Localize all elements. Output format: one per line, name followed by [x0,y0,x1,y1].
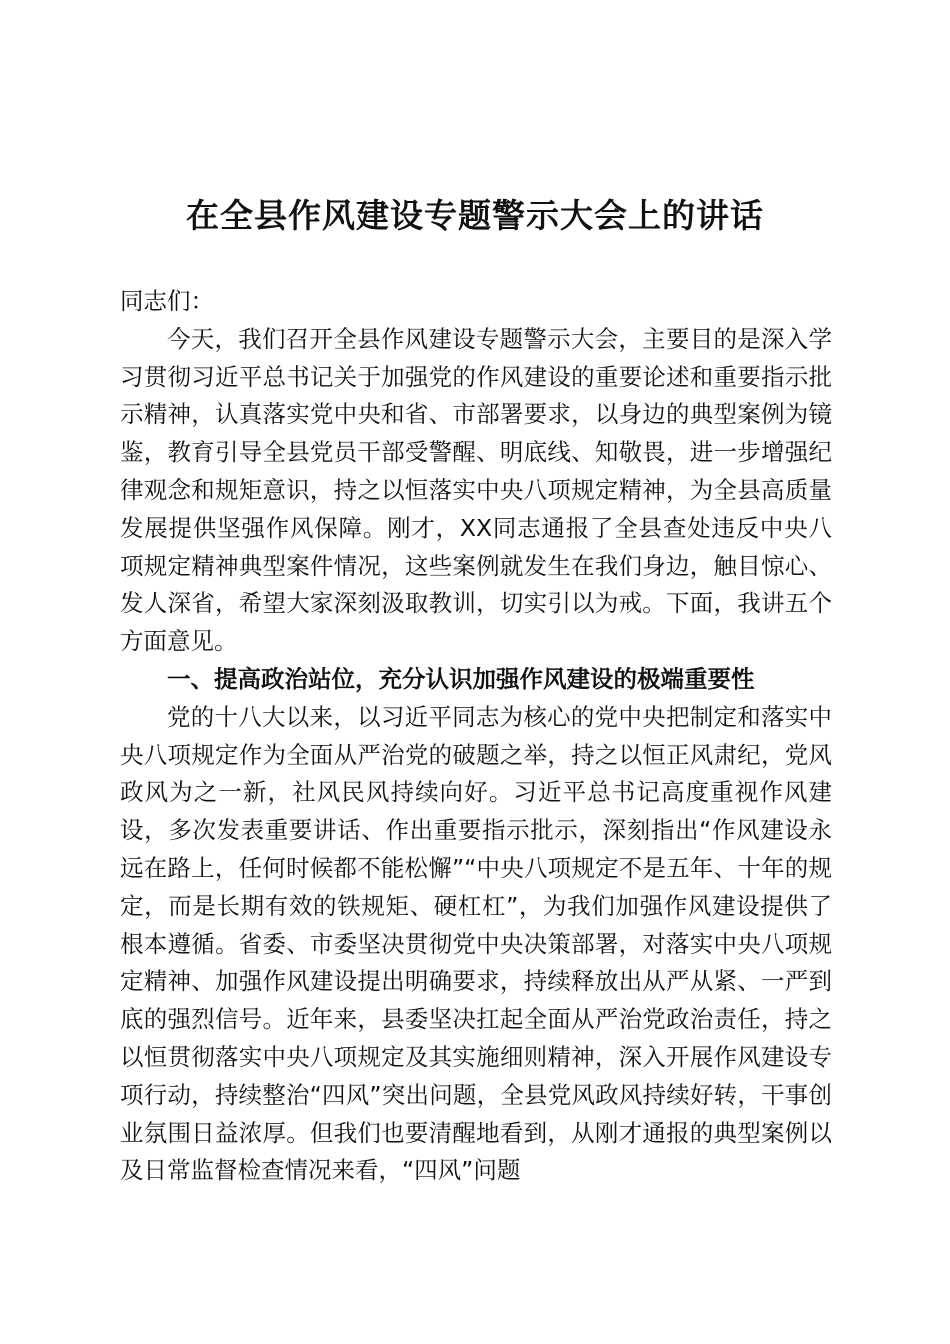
section-paragraph: 党的十八大以来，以习近平同志为核心的党中央把制定和落实中央八项规定作为全面从严治党的破题之举，持之以恒正风肃纪，党风政风为之一新，社风民风持续向好。习近平总书记高度重视作风建设，多次发表重要讲话、作出重要指示批示，深刻指出“作风建设永远在路上，任何时候都不能松懈”“中央八项规定不是五年、十年的规定，而是长期有效的铁规矩、硬杠杠”，为我们加强作风建设提供了根本遵循。省委、市委坚决贯彻党中央决策部署，对落实中央八项规定精神、加强作风建设提出明确要求，持续释放出从严从紧、一严到底的强烈信号。近年来，县委坚决扛起全面从严治党政治责任，持之以恒贯彻落实中央八项规定及其实施细则精神，深入开展作风建设专项行动，持续整治“四风”突出问题，全县党风政风持续好转，干事创业氛围日益浓厚。但我们也要清醒地看到，从刚才通报的典型案例以及日常监督检查情况来看，“四风”问题 [120,702,832,1185]
document-title: 在全县作风建设专题警示大会上的讲话 [186,196,764,235]
document-body [120,283,832,1190]
section-heading: 一、提高政治站位，充分认识加强作风建设的极端重要性 [167,664,755,693]
intro-paragraph: 今天，我们召开全县作风建设专题警示大会，主要目的是深入学习贯彻习近平总书记关于加强党的作风建设的重要论述和重要指示批示精神，认真落实党中央和省、市部署要求，以身边的典型案例为镜鉴，教育引导全县党员干部受警醒、明底线、知敬畏，进一步增强纪律观念和规矩意识，持之以恒落实中央八项规定精神，为全县高质量发展提供坚强作风保障。刚才，XX同志通报了全县查处违反中央八项规定精神典型案件情况，这些案例就发生在我们身边，触目惊心、发人深省，希望大家深刻汲取教训，切实引以为戒。下面，我讲五个方面意见。 [120,324,832,656]
salutation: 同志们： [120,287,214,315]
